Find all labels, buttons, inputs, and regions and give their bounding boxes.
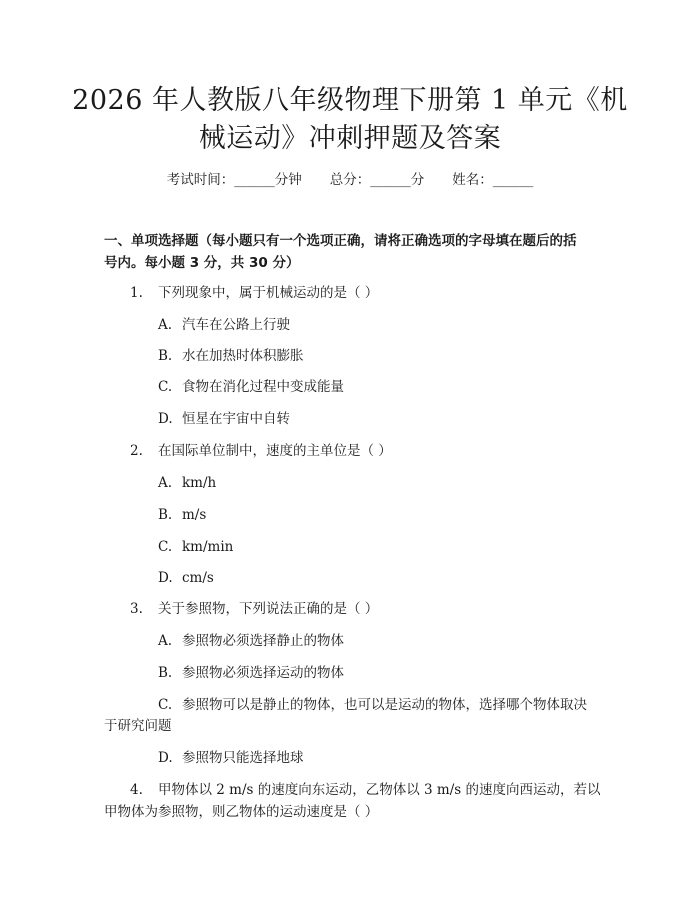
question-1-option-b [158,347,304,365]
question-number: 4. [130,782,143,798]
option-label: C. [158,539,173,555]
option-text: 恒星在宇宙中自转 [182,411,290,427]
option-text: m/s [182,507,207,523]
question-2-option-a [158,474,216,492]
option-text: km/min [182,539,234,555]
option-text: 参照物必须选择静止的物体 [182,633,344,649]
question-number: 2. [130,443,143,459]
question-3-option-a [158,632,344,650]
question-number: 3. [130,601,143,617]
question-text: 在国际单位制中，速度的主单位是（ ） [158,443,392,459]
exam-info [0,168,700,188]
question-1 [130,284,378,302]
option-label: D. [158,570,173,586]
section-heading [104,230,604,274]
question-2-option-b [158,506,206,524]
question-3 [130,600,378,618]
title-line-1: 2026 年人教版八年级物理下册第 1 单元《机 [72,85,628,116]
exam-total-score: 总分：______分 [329,172,425,188]
question-3-option-d [158,749,304,767]
question-2-option-c [158,538,233,556]
option-label: B. [158,507,173,523]
option-text: 参照物必须选择运动的物体 [182,665,344,681]
option-text: 参照物只能选择地球 [182,750,304,766]
question-4-continuation: 甲物体为参照物，则乙物体的运动速度是（ ） [104,804,379,820]
option-text: km/h [182,475,217,491]
option-label: A. [158,475,173,491]
option-text: 水在加热时体积膨胀 [182,348,304,364]
student-name: 姓名：______ [452,172,534,188]
question-4 [130,781,600,799]
option-text: 食物在消化过程中变成能量 [182,379,344,395]
title-line-2: 械运动》冲刺押题及答案 [198,123,502,154]
option-text: 参照物可以是静止的物体，也可以是运动的物体，选择哪个物体取决 [182,697,587,713]
question-number: 1. [130,285,143,301]
section-heading-line-2: 号内。每小题 3 分，共 30 分） [104,255,300,271]
option-label: A. [158,633,173,649]
question-text: 关于参照物，下列说法正确的是（ ） [158,601,379,617]
option-label: D. [158,411,173,427]
option-label: B. [158,665,173,681]
document-title [60,82,640,158]
option-label: C. [158,379,173,395]
question-2-option-d [158,569,214,587]
question-3-option-c [158,696,587,714]
exam-time: 考试时间：______分钟 [166,172,302,188]
option-label: C. [158,697,173,713]
option-text: cm/s [182,570,214,586]
question-text: 甲物体以 2 m/s 的速度向东运动，乙物体以 3 m/s 的速度向西运动，若以 [158,782,601,798]
question-3-option-c-continuation: 于研究问题 [104,718,172,734]
question-3-option-b [158,664,344,682]
question-1-option-d [158,410,290,428]
question-2 [130,442,392,460]
section-heading-line-1: 一、单项选择题（每小题只有一个选项正确，请将正确选项的字母填在题后的括 [104,233,577,249]
option-label: D. [158,750,173,766]
option-label: B. [158,348,173,364]
option-label: A. [158,317,173,333]
question-text: 下列现象中，属于机械运动的是（ ） [158,285,379,301]
question-1-option-a [158,316,290,334]
option-text: 汽车在公路上行驶 [182,317,290,333]
question-1-option-c [158,378,344,396]
